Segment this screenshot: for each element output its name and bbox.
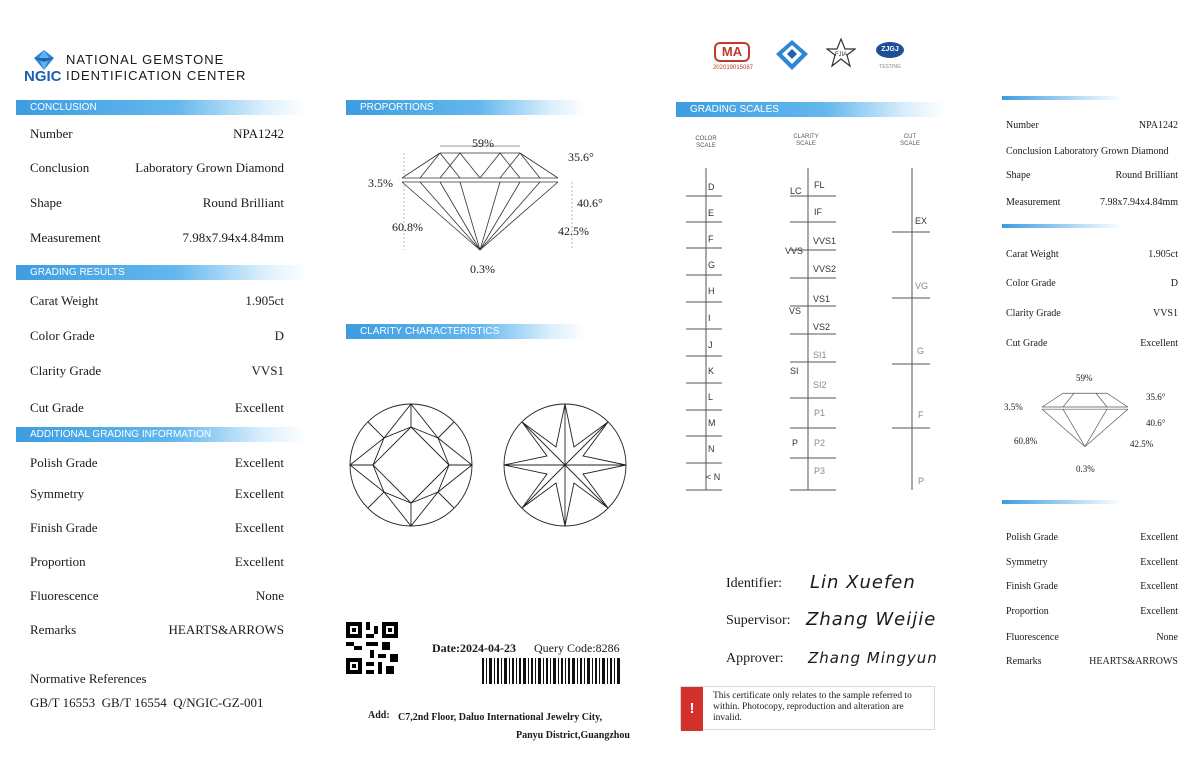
summary-prop-culet: 0.3% <box>1076 464 1095 474</box>
cma-logo: MA 202019015087 <box>712 44 754 71</box>
summary-row-fluorescence: Fluorescence None <box>1006 632 1178 643</box>
org-name-line1: NATIONAL GEMSTONE <box>66 52 225 67</box>
prop-crown-height: 3.5% <box>368 176 393 190</box>
additional-row-symmetry: Symmetry Excellent <box>30 486 284 501</box>
clarity-scale-title: CLARITY SCALE <box>793 134 819 147</box>
org-name-line2: IDENTIFICATION CENTER <box>66 68 247 83</box>
prop-table: 59% <box>472 136 494 150</box>
additional-row-fluorescence: Fluorescence None <box>30 588 284 603</box>
clarity-grade-vs1: VS1 <box>813 294 831 304</box>
clarity-group-vs: VS <box>789 306 802 316</box>
cut-scale-title: CUT SCALE <box>900 134 920 147</box>
grading-results-band: GRADING RESULTS <box>16 265 306 280</box>
address-line1: C7,2nd Floor, Daluo International Jewelry City, <box>398 712 603 723</box>
identifier-label: Identifier: <box>726 576 782 591</box>
prop-pavilion-depth: 42.5% <box>558 224 589 238</box>
color-grade-d: D <box>708 182 715 192</box>
clarity-grade-if: IF <box>814 207 822 217</box>
clarity-characteristics-band: CLARITY CHARACTERISTICS <box>346 324 586 339</box>
normative-refs: GB/T 16553 GB/T 16554 Q/NGIC-GZ-001 <box>30 695 264 710</box>
summary-row-remarks: Remarks HEARTS&ARROWS <box>1006 656 1178 667</box>
prop-crown-angle: 35.6° <box>568 150 594 164</box>
color-grade-e: E <box>708 208 715 218</box>
zjgj-logo: ZJGJ TESTING <box>872 40 908 74</box>
cut-grade-f: F <box>918 410 924 420</box>
clarity-group-p: P <box>792 438 799 448</box>
identifier-signature: Lin Xuefen <box>810 572 916 593</box>
issue-date: Date:2024-04-23 <box>432 641 516 655</box>
query-code: Query Code:8286 <box>534 641 620 655</box>
color-grade-j: J <box>708 340 713 350</box>
summary-prop-pavilion-depth: 42.5% <box>1130 439 1154 449</box>
summary-row-proportion: Proportion Excellent <box>1006 606 1178 617</box>
crown-view-diagram <box>348 402 474 528</box>
clarity-group-vvs: VVS <box>785 246 804 256</box>
color-grade-n: N <box>708 444 715 454</box>
grading-scales-band: GRADING SCALES <box>676 102 946 117</box>
summary-prop-table: 59% <box>1076 373 1093 383</box>
prop-culet: 0.3% <box>470 262 495 276</box>
summary-proportions-diagram <box>1030 382 1140 454</box>
grading-row-clarity: Clarity Grade VVS1 <box>30 363 284 378</box>
org-short-name: NGIC <box>24 68 62 85</box>
conclusion-band: CONCLUSION <box>16 100 306 115</box>
clarity-grade-si2: SI2 <box>813 380 827 390</box>
cut-grade-p: P <box>918 476 925 486</box>
conclusion-row-measurement: Measurement 7.98x7.94x4.84mm <box>30 230 284 245</box>
color-grade-l: L <box>708 392 714 402</box>
color-grade-f: F <box>708 234 714 244</box>
summary-prop-crown-height: 3.5% <box>1004 402 1023 412</box>
summary-row-clarity: Clarity Grade VVS1 <box>1006 308 1178 319</box>
ngic-diamond-logo-icon <box>775 40 809 70</box>
clarity-group-si: SI <box>790 366 799 376</box>
grading-row-carat: Carat Weight 1.905ct <box>30 293 284 308</box>
clarity-grade-p3: P3 <box>814 466 826 476</box>
summary-top-rule <box>1002 96 1122 100</box>
summary-row-symmetry: Symmetry Excellent <box>1006 557 1178 568</box>
additional-row-proportion: Proportion Excellent <box>30 554 284 569</box>
supervisor-signature: Zhang Weijie <box>806 609 937 630</box>
summary-row-cut: Cut Grade Excellent <box>1006 338 1178 349</box>
cut-grade-vg: VG <box>915 281 929 291</box>
cut-grade-ex: EX <box>915 216 928 226</box>
qr-code <box>346 622 398 674</box>
additional-row-polish: Polish Grade Excellent <box>30 455 284 470</box>
summary-row-shape: Shape Round Brilliant <box>1006 170 1178 181</box>
supervisor-label: Supervisor: <box>726 613 791 628</box>
summary-prop-total-depth: 60.8% <box>1014 436 1038 446</box>
org-logo <box>24 46 254 86</box>
clarity-grade-vvs2: VVS2 <box>813 264 837 274</box>
clarity-grade-si1: SI1 <box>813 350 827 360</box>
conclusion-row-shape: Shape Round Brilliant <box>30 195 284 210</box>
summary-row-measurement: Measurement 7.98x7.94x4.84mm <box>1006 197 1178 208</box>
clarity-group-lc: LC <box>790 186 802 196</box>
cut-grade-g: G <box>917 346 925 356</box>
summary-row-color: Color Grade D <box>1006 278 1178 289</box>
disclaimer-text: This certificate only relates to the sample referred to within. Photocopy, reproduction and alteration are invalid. <box>713 691 912 723</box>
barcode <box>482 658 622 684</box>
summary-bottom-rule <box>1002 500 1122 504</box>
proportions-diagram <box>380 138 580 258</box>
additional-row-remarks: Remarks HEARTS&ARROWS <box>30 622 284 637</box>
color-scale-title: COLOR SCALE <box>695 136 717 149</box>
svg-text:FJIA: FJIA <box>834 52 848 58</box>
color-grade-i: I <box>708 313 711 323</box>
conclusion-row-number: Number NPA1242 <box>30 126 284 141</box>
clarity-grade-fl: FL <box>814 180 825 190</box>
prop-pavilion-angle: 40.6° <box>577 196 603 210</box>
proportions-band: PROPORTIONS <box>346 100 586 115</box>
fjia-logo-icon <box>826 38 856 68</box>
grading-row-cut: Cut Grade Excellent <box>30 400 284 415</box>
warning-icon: ! <box>681 687 703 731</box>
summary-row-finish: Finish Grade Excellent <box>1006 581 1178 592</box>
normative-title: Normative References <box>30 671 147 686</box>
conclusion-row-conclusion: Conclusion Laboratory Grown Diamond <box>30 160 284 175</box>
additional-row-finish: Finish Grade Excellent <box>30 520 284 535</box>
disclaimer-box <box>680 686 935 730</box>
grading-row-color: Color Grade D <box>30 328 284 343</box>
clarity-grade-p2: P2 <box>814 438 826 448</box>
color-scale-ruler <box>686 168 726 492</box>
summary-mid-rule <box>1002 224 1122 228</box>
address-line2: Panyu District,Guangzhou <box>516 730 630 741</box>
pavilion-view-diagram <box>502 402 628 528</box>
prop-total-depth: 60.8% <box>392 220 423 234</box>
color-grade-below-n: < N <box>706 472 721 482</box>
color-grade-m: M <box>708 418 716 428</box>
summary-prop-pavilion-angle: 40.6° <box>1146 418 1166 428</box>
address-label: Add: <box>368 710 390 721</box>
color-grade-h: H <box>708 286 715 296</box>
clarity-grade-p1: P1 <box>814 408 826 418</box>
additional-band: ADDITIONAL GRADING INFORMATION <box>16 427 306 442</box>
clarity-grade-vvs1: VVS1 <box>813 236 837 246</box>
color-grade-k: K <box>708 366 715 376</box>
approver-signature: Zhang Mingyun <box>808 649 938 667</box>
summary-row-polish: Polish Grade Excellent <box>1006 532 1178 543</box>
color-grade-g: G <box>708 260 716 270</box>
summary-row-carat: Carat Weight 1.905ct <box>1006 249 1178 260</box>
summary-row-conclusion: Conclusion Laboratory Grown Diamond <box>1006 146 1169 157</box>
approver-label: Approver: <box>726 651 784 666</box>
summary-prop-crown-angle: 35.6° <box>1146 392 1166 402</box>
clarity-grade-vs2: VS2 <box>813 322 831 332</box>
summary-row-number: Number NPA1242 <box>1006 120 1178 131</box>
